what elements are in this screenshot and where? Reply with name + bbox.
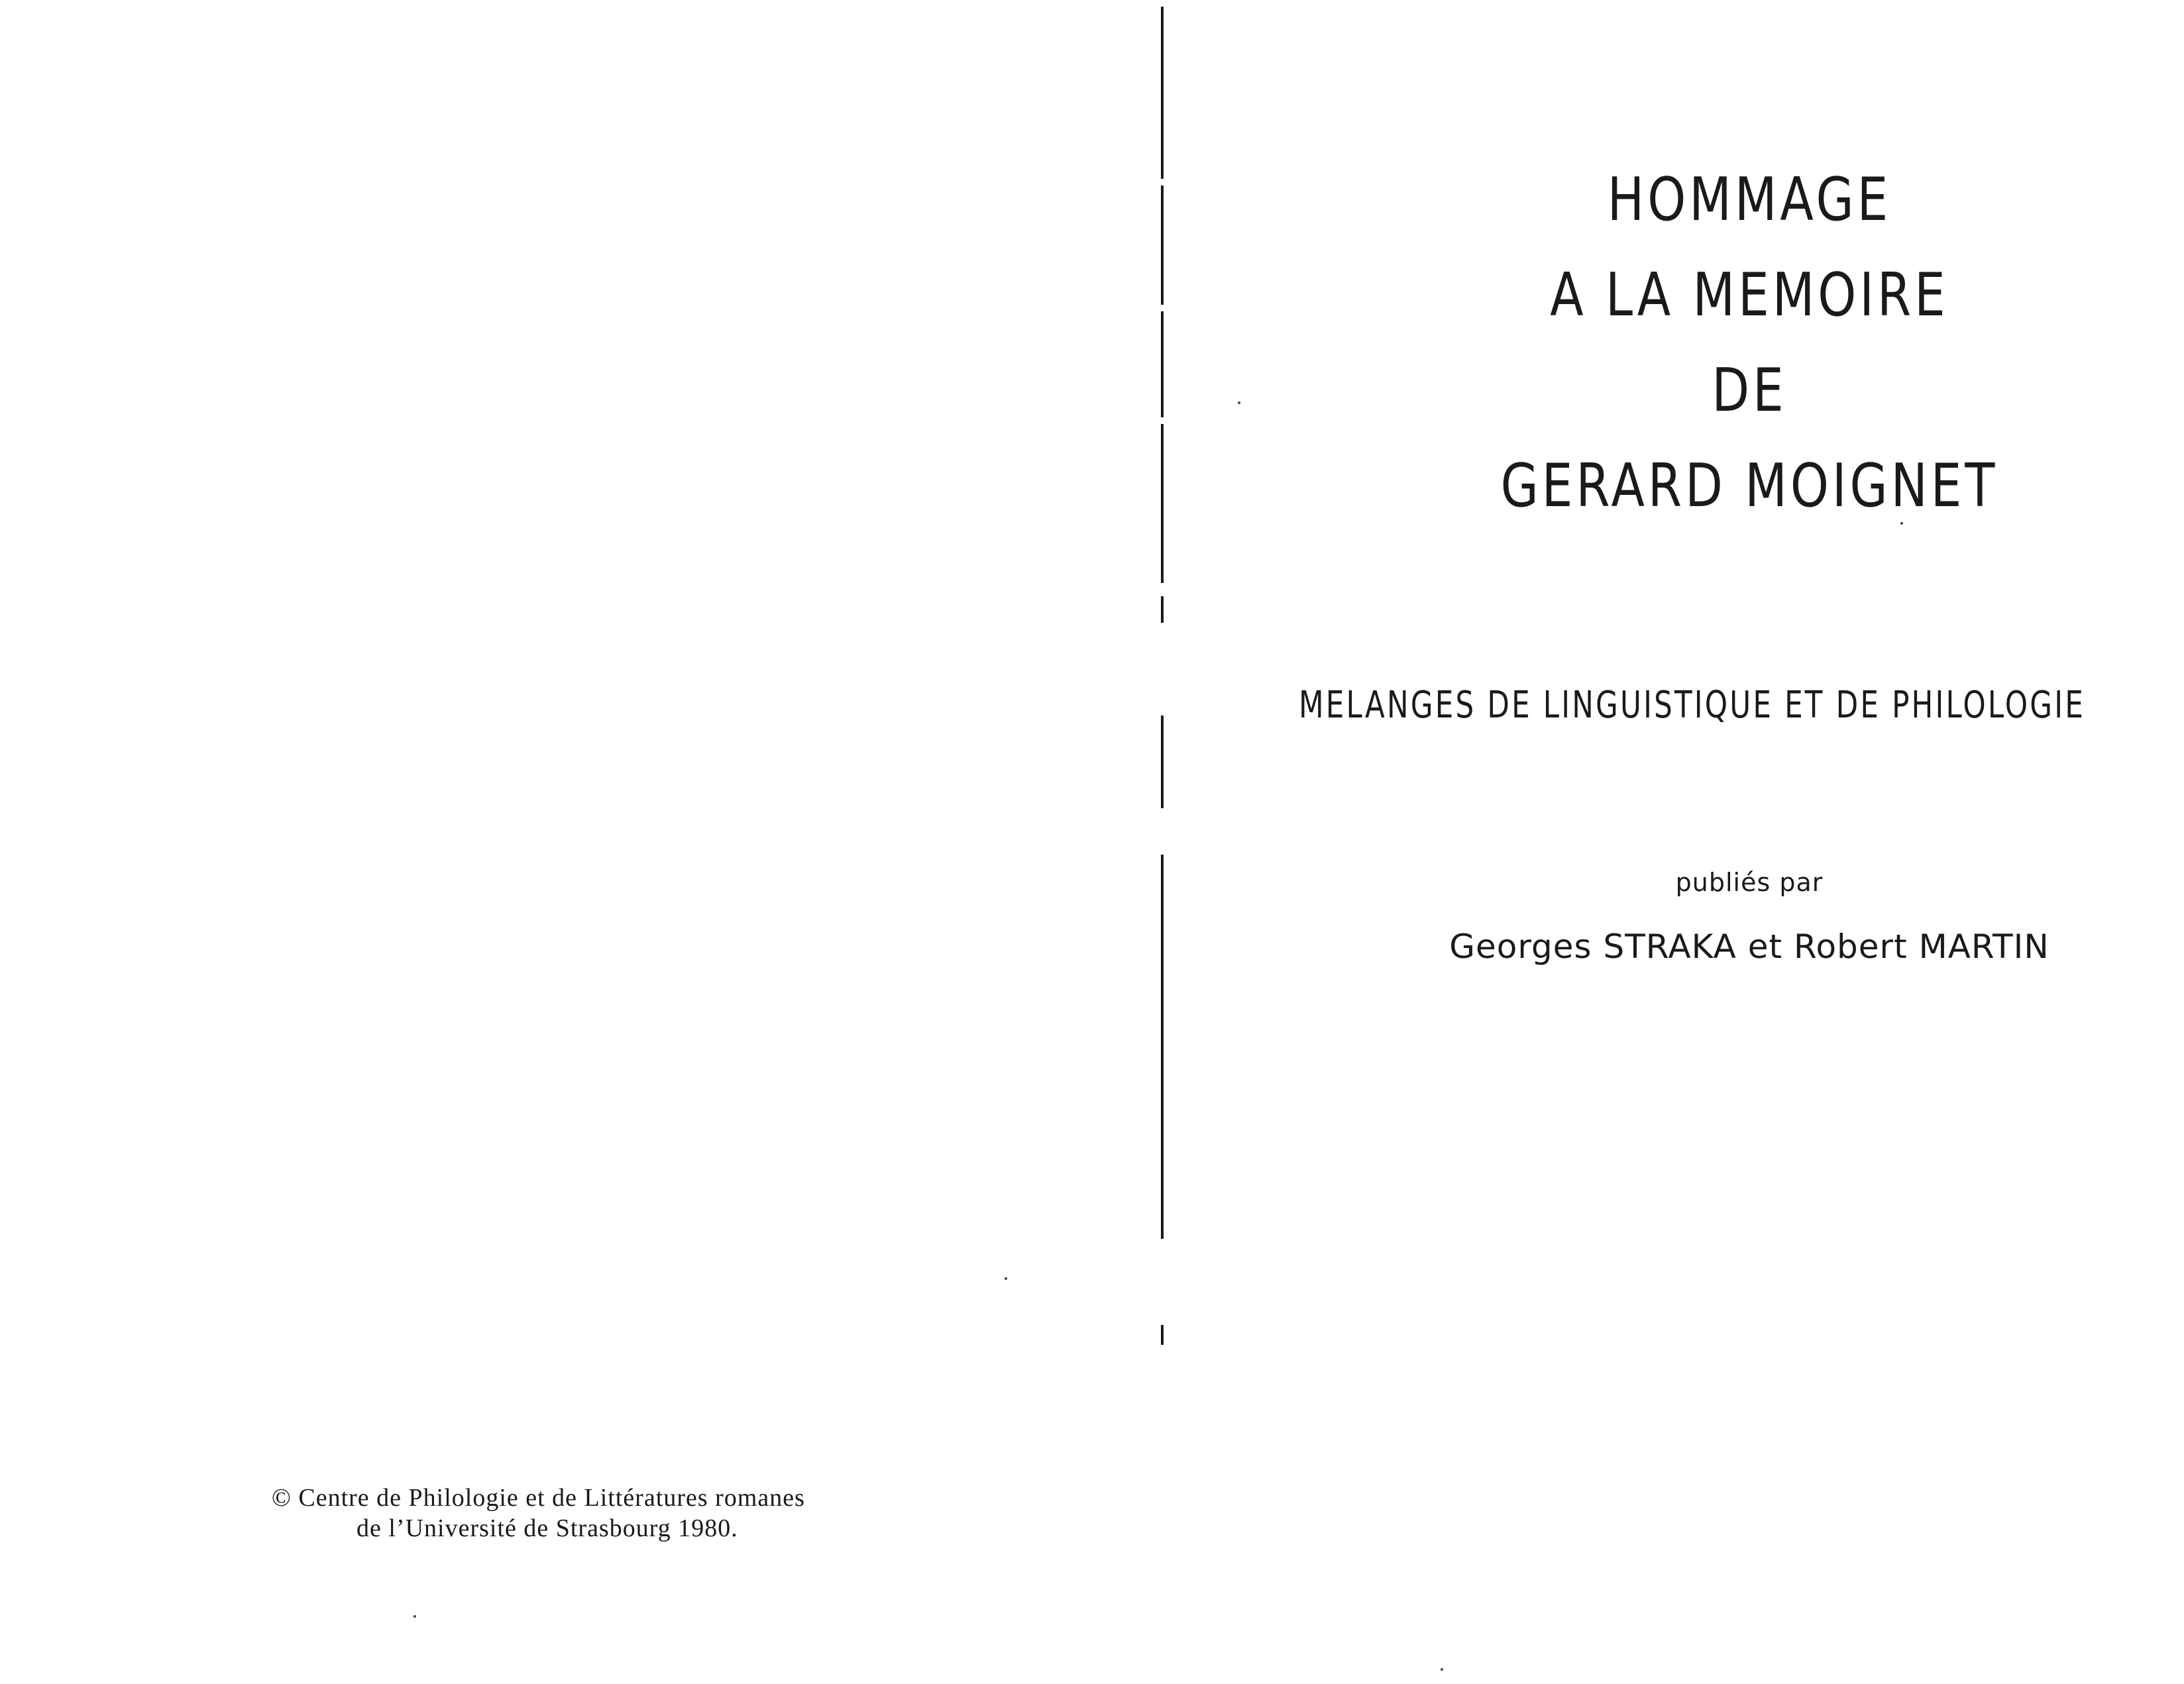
title-line-1: HOMMAGE (1607, 165, 1892, 235)
published-by-label: publiés par (1675, 868, 1824, 897)
gutter-line-segment (1161, 311, 1164, 417)
title-line-4: GERARD MOIGNET (1500, 451, 1998, 521)
gutter-line-segment (1161, 7, 1164, 179)
gutter-line-segment (1161, 855, 1164, 1239)
gutter-line-segment (1161, 185, 1164, 305)
scan-speck (1238, 401, 1240, 404)
scan-speck (1005, 1277, 1007, 1280)
book-title (1413, 152, 2087, 534)
gutter-line-segment (1161, 715, 1164, 808)
copyright-notice (272, 1483, 934, 1544)
title-line-3: DE (1712, 356, 1787, 425)
page-gutter (1161, 0, 1164, 1684)
title-line-2: A LA MEMOIRE (1550, 260, 1949, 330)
gutter-line-segment (1161, 424, 1164, 583)
book-subtitle: MELANGES DE LINGUISTIQUE ET DE PHILOLOGIE (1299, 684, 2085, 727)
scan-speck (1441, 1668, 1443, 1671)
copyright-line-1: © Centre de Philologie et de Littératures romanes (272, 1484, 805, 1512)
editors: Georges STRAKA et Robert MARTIN (1449, 927, 2049, 966)
gutter-line-segment (1161, 1325, 1164, 1345)
scan-speck (413, 1615, 416, 1618)
gutter-line-segment (1161, 596, 1164, 623)
copyright-line-2: de l’Université de Strasbourg 1980. (356, 1514, 738, 1542)
